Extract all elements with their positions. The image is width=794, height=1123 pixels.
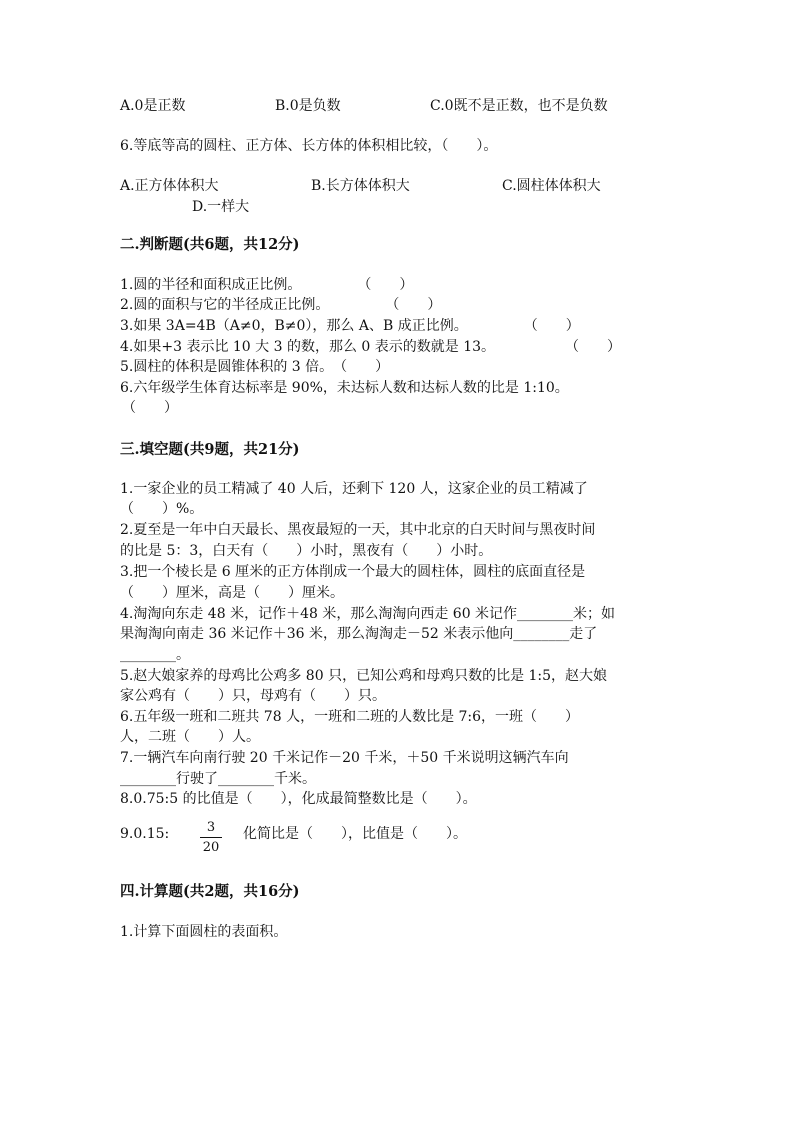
q6-stem: 6.等底等高的圆柱、正方体、长方体的体积相比较，（ ）。 [120,138,498,154]
q6-option-b: B.长方体体积大 [311,178,410,194]
judge-item-bracket: （ ） [122,400,178,416]
section3-title: 三.填空题(共9题，共21分) [120,441,300,458]
judge-item: 6.六年级学生体育达标率是 90%，未达标人数和达标人数的比是 1:10。 [120,380,569,396]
fraction-denominator: 20 [202,840,220,855]
section4-title: 四.计算题(共2题，共16分) [120,883,300,900]
fill-line: （ ）厘米，高是（ ）厘米。 [120,585,344,601]
fill-line: 4.淘淘向东走 48 米，记作＋48 米，那么淘淘向西走 60 米记作________米；如 [120,606,616,622]
fill-line: ________行驶了________千米。 [120,771,316,787]
section2-title: 二.判断题(共6题，共12分) [120,236,300,253]
judge-item: 2.圆的面积与它的半径成正比例。 （ ） [120,297,442,313]
judge-item: 5.圆柱的体积是圆锥体积的 3 倍。 （ ） [120,359,390,375]
fill-line: 6.五年级一班和二班共 78 人，一班和二班的人数比是 7:6，一班（ ） [120,709,580,725]
q5-option-a: A.0是正数 [120,98,186,114]
q5-option-c: C.0既不是正数，也不是负数 [430,98,608,114]
q6-option-c: C.圆柱体体积大 [502,178,601,194]
fill-line: 2.夏至是一年中白天最长、黑夜最短的一天，其中北京的白天时间与黑夜时间 [120,522,596,538]
q9-suffix: 化简比是（ ），比值是（ ）。 [243,826,467,842]
fill-line: 人，二班（ ）人。 [120,729,260,745]
fraction-bar [200,837,222,838]
fill-line: ________。 [120,647,190,663]
fraction-numerator: 3 [206,820,216,835]
fill-line: 3.把一个棱长是 6 厘米的正方体削成一个最大的圆柱体，圆柱的底面直径是 [120,564,586,580]
fill-line: 1.一家企业的员工精减了 40 人后，还剩下 120 人，这家企业的员工精减了 [120,481,588,497]
q9-prefix: 9.0.15: [120,826,170,842]
fill-line: 8.0.75:5 的比值是（ ），化成最简整数比是（ ）。 [120,791,477,807]
fill-line: （ ）%。 [120,501,204,517]
calc-q1: 1.计算下面圆柱的表面积。 [120,924,288,940]
fill-line: 家公鸡有（ ）只，母鸡有（ ）只。 [120,688,386,704]
fill-line: 的比是 5：3，白天有（ ）小时，黑夜有（ ）小时。 [120,543,493,559]
judge-item: 4.如果+3 表示比 10 大 3 的数，那么 0 表示的数就是 13。 （ ） [120,339,622,355]
fill-line: 5.赵大娘家养的母鸡比公鸡多 80 只，已知公鸡和母鸡只数的比是 1:5，赵大娘 [120,668,608,684]
judge-item: 3.如果 3A=4B（A≠0，B≠0），那么 A、B 成正比例。 （ ） [120,318,580,334]
q9-fraction [200,820,222,855]
q5-option-b: B.0是负数 [275,98,341,114]
fill-line: 果淘淘向南走 36 米记作＋36 米，那么淘淘走－52 米表示他向________走了 [120,626,598,642]
q6-option-d: D.一样大 [192,199,250,215]
fill-line: 7.一辆汽车向南行驶 20 千米记作－20 千米，＋50 千米说明这辆汽车向 [120,750,569,766]
q6-option-a: A.正方体体积大 [120,178,219,194]
judge-item: 1.圆的半径和面积成正比例。 （ ） [120,277,414,293]
